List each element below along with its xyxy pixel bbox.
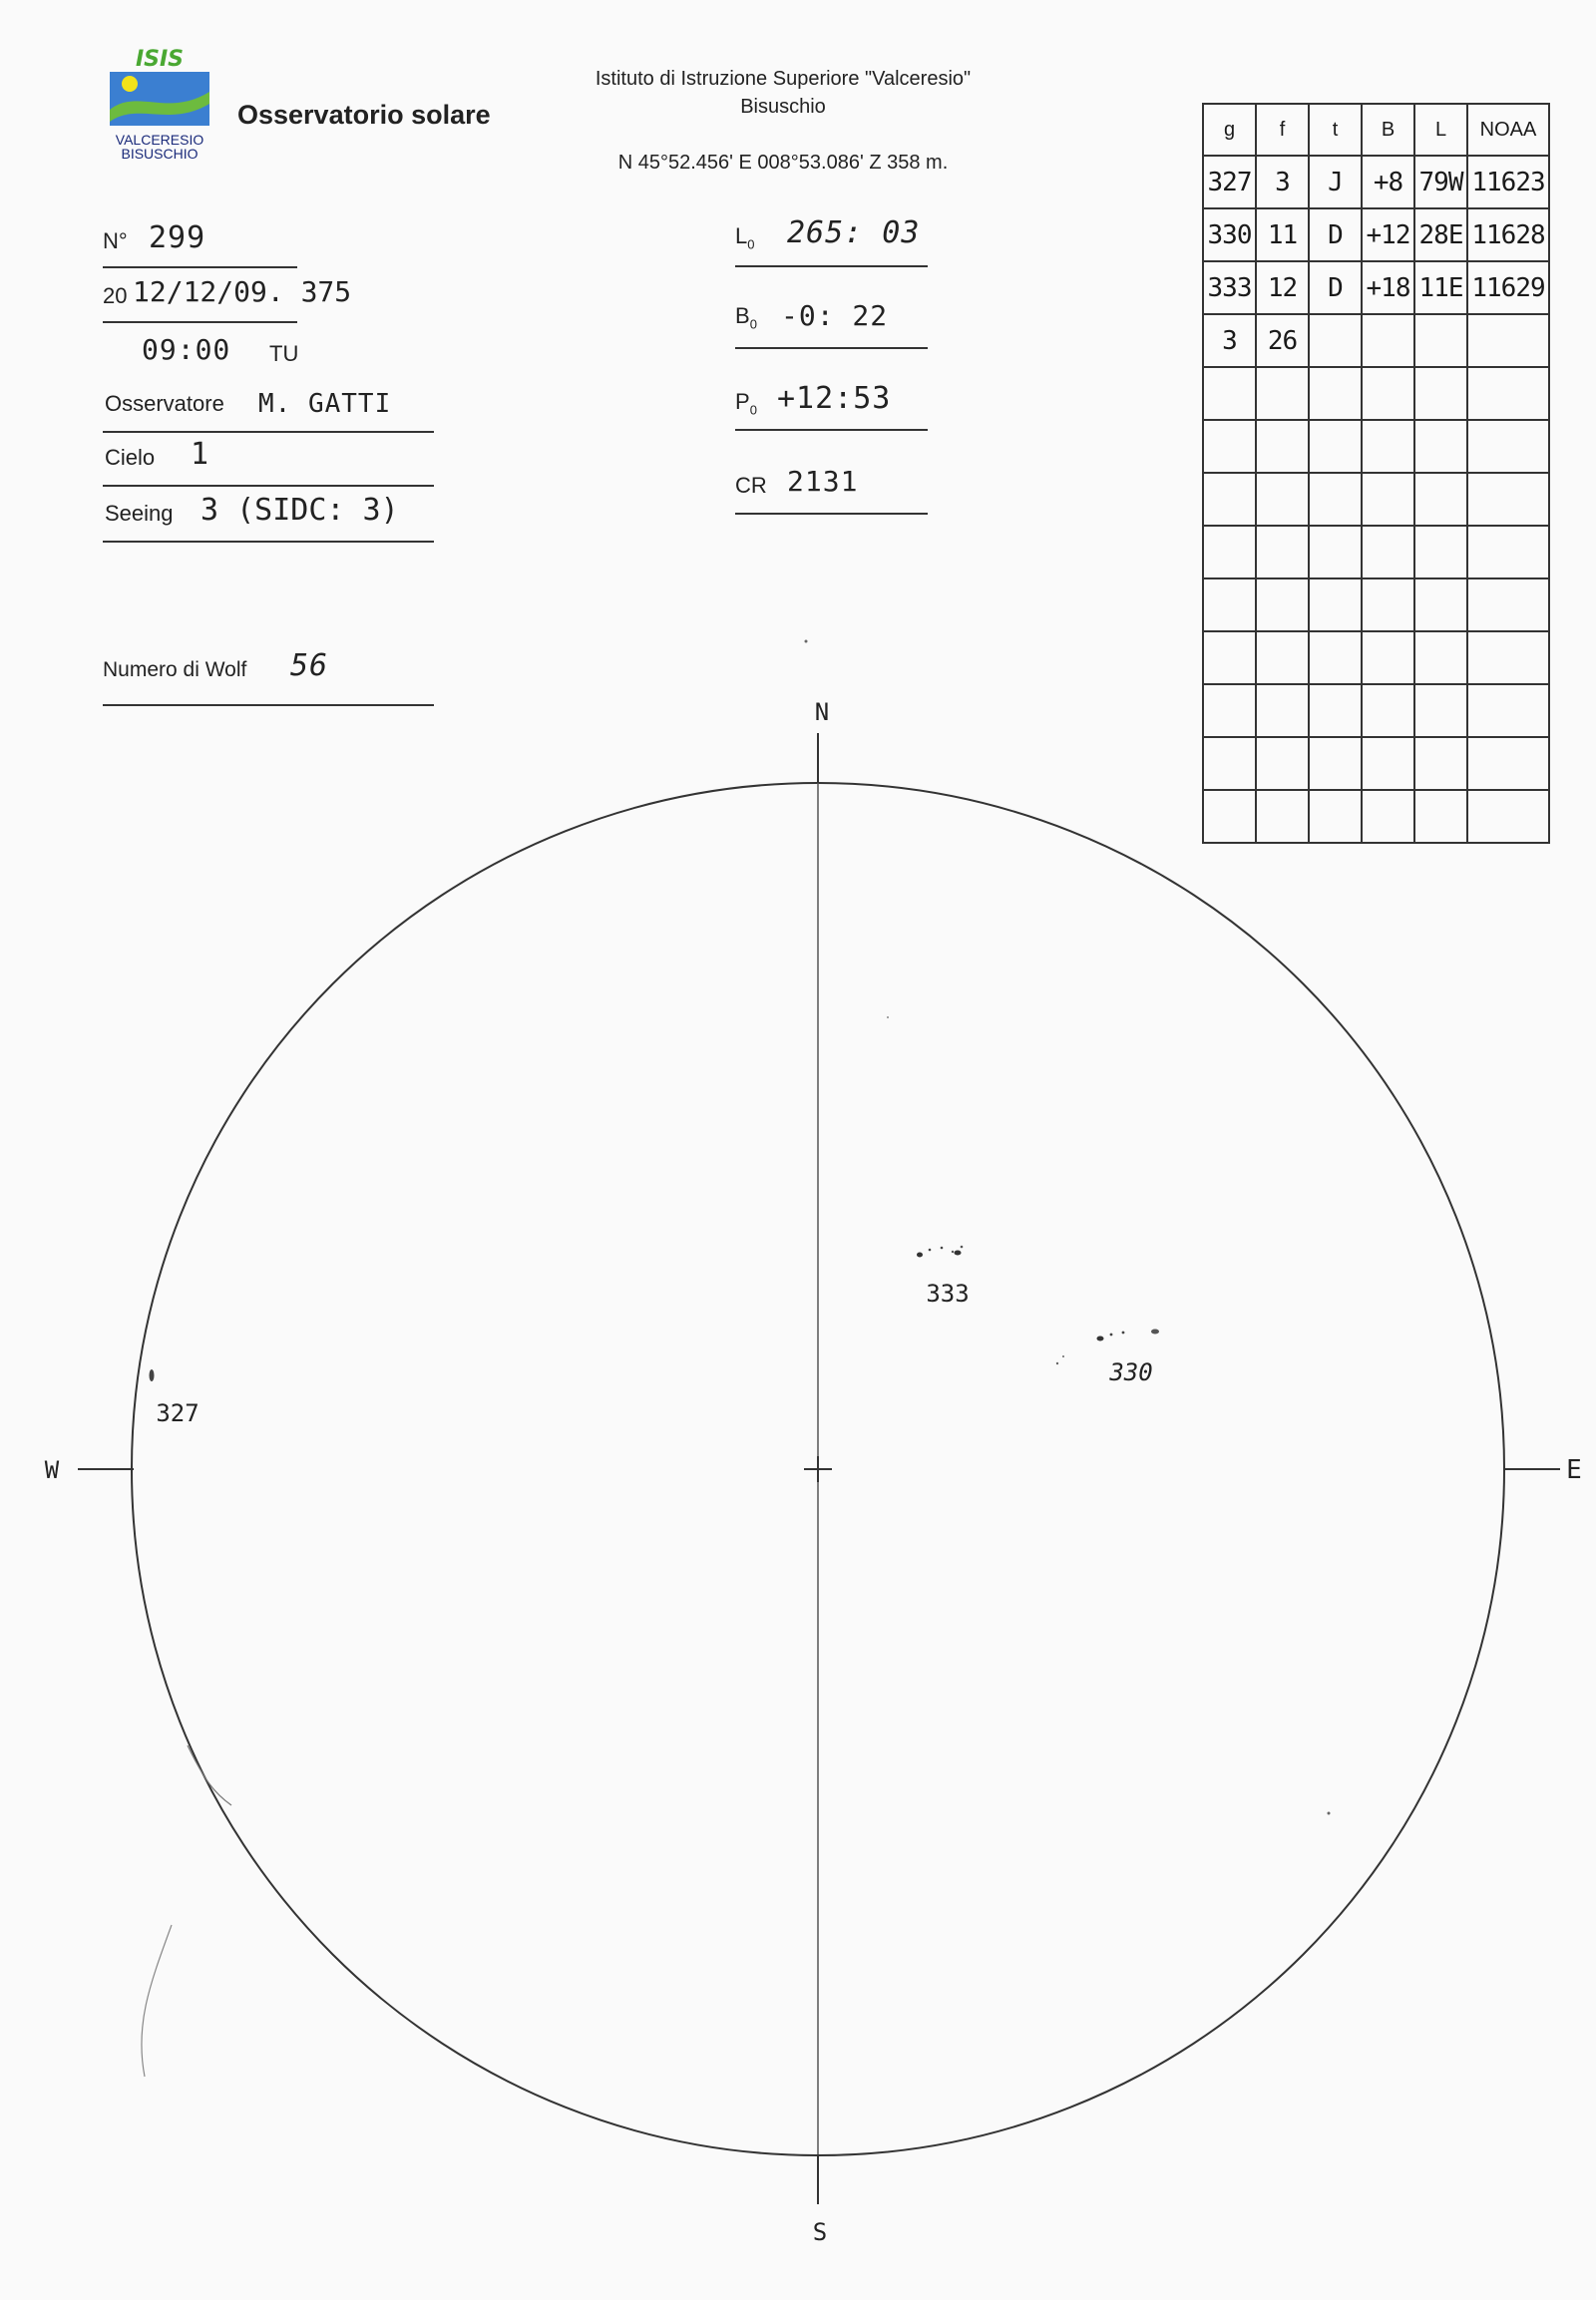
cell-g: 330: [1203, 208, 1256, 261]
cell-t: D: [1309, 208, 1362, 261]
seeing-label: Seeing: [105, 501, 174, 526]
date-value: 12/12/09. 375: [133, 275, 352, 308]
page-title: Osservatorio solare: [237, 100, 491, 130]
wolf-label: Numero di Wolf: [103, 658, 247, 681]
sunspot-group-333: [917, 1246, 963, 1258]
observer-value: M. GATTI: [258, 389, 392, 419]
date-prefix: 20: [103, 283, 128, 308]
col-header-l: L: [1414, 104, 1467, 156]
time-unit: TU: [269, 341, 299, 366]
cell-g: 333: [1203, 261, 1256, 314]
institute-town: Bisuschio: [740, 96, 826, 118]
cell-g: 327: [1203, 156, 1256, 208]
sunspot-label-327: 327: [156, 1399, 200, 1427]
cell-f: 12: [1256, 261, 1309, 314]
logo-caption-1: VALCERESIO: [115, 132, 204, 148]
east-label: E: [1566, 1455, 1582, 1485]
col-header-noaa: NOAA: [1467, 104, 1549, 156]
cell-total-groups: 3: [1203, 314, 1256, 367]
cell-t: D: [1309, 261, 1362, 314]
cell-t: J: [1309, 156, 1362, 208]
col-header-g: g: [1203, 104, 1256, 156]
l0-value: 265: 03: [787, 215, 921, 250]
sunspot-label-330: 330: [1109, 1358, 1153, 1386]
cr-value: 2131: [787, 465, 859, 498]
pencil-stroke: [142, 1925, 172, 2077]
p0-value: +12:53: [777, 381, 892, 416]
observer-label: Osservatore: [105, 391, 224, 416]
p0-label: $P_0$: [735, 389, 757, 418]
cell-b: +12: [1362, 208, 1414, 261]
col-header-f: f: [1256, 104, 1309, 156]
institute-name: Istituto di Istruzione Superiore "Valceresio": [595, 68, 972, 90]
l0-label: $L_0$: [735, 223, 755, 252]
cell-b: +8: [1362, 156, 1414, 208]
cell-f: 11: [1256, 208, 1309, 261]
cr-label: CR: [735, 473, 767, 498]
logo-caption-2: BISUSCHIO: [121, 146, 199, 162]
cielo-value: 1: [191, 437, 210, 472]
sunspot-label-333: 333: [926, 1280, 970, 1308]
north-label: N: [814, 698, 830, 726]
cell-noaa: 11629: [1467, 261, 1549, 314]
sunspot-group-327: [150, 1369, 155, 1381]
cell-f: 3: [1256, 156, 1309, 208]
cell-noaa: 11623: [1467, 156, 1549, 208]
cell-noaa: 11628: [1467, 208, 1549, 261]
seeing-value: 3 (SIDC: 3): [200, 493, 399, 528]
b0-value: -0: 22: [781, 299, 889, 332]
b0-label: $B_0$: [735, 303, 757, 332]
numero-label: N°: [103, 228, 128, 253]
cell-l: 79W: [1414, 156, 1467, 208]
cell-total-spots: 26: [1256, 314, 1309, 367]
cell-b: +18: [1362, 261, 1414, 314]
time-value: 09:00: [142, 333, 231, 366]
cielo-label: Cielo: [105, 445, 156, 470]
col-header-b: B: [1362, 104, 1414, 156]
col-header-t: t: [1309, 104, 1362, 156]
cell-l: 11E: [1414, 261, 1467, 314]
wolf-value: 56: [290, 648, 329, 683]
cell-l: 28E: [1414, 208, 1467, 261]
observatory-coordinates: N 45°52.456' E 008°53.086' Z 358 m.: [617, 152, 949, 174]
numero-value: 299: [149, 220, 206, 255]
logo-wordmark: ISIS: [135, 48, 185, 72]
west-label: W: [44, 1456, 60, 1484]
south-label: S: [812, 2218, 828, 2246]
